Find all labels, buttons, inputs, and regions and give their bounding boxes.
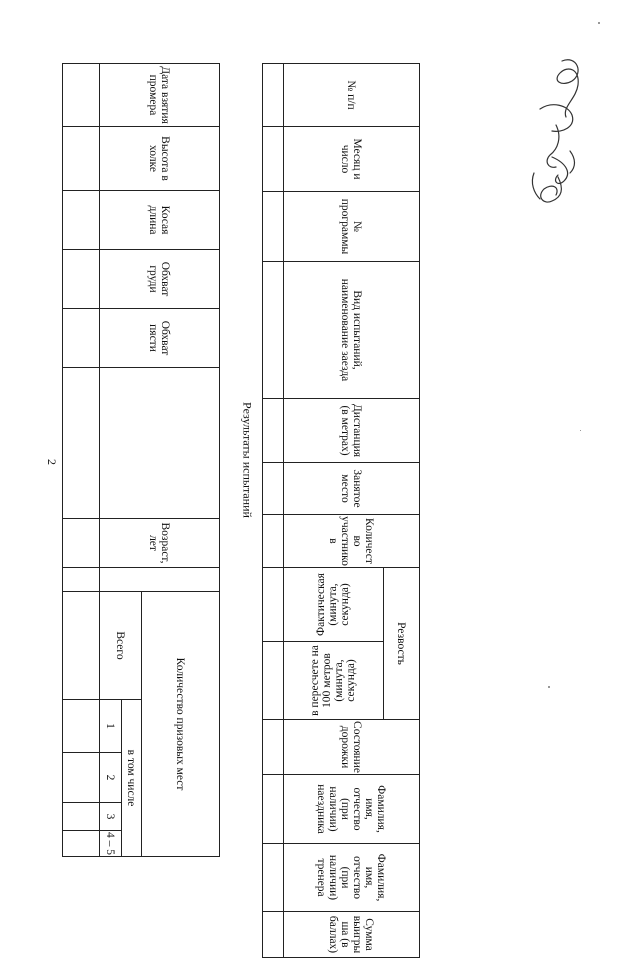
table-cell [263,720,284,775]
header-blank [100,368,220,519]
header-number: № п/п [284,64,420,127]
header-place-3: 3 [100,803,122,831]
header-oblique-length: Косая длина [100,191,220,250]
header-age: Возраст, лет [100,519,220,568]
header-place-2: 2 [100,753,122,803]
header-prize-places: Количество призовых мест [142,592,220,857]
header-month-day: Месяц и число [284,127,420,192]
handwritten-signature [522,55,602,205]
table-row [63,64,100,857]
header-driver: Фамилия, имя, отчество (при наличии) наездника [284,775,420,844]
table-cell [263,775,284,844]
table-cell [63,250,100,309]
table-cell [263,568,284,642]
header-place-4-5: 4 – 5 [100,831,122,857]
header-blank-2 [100,568,220,592]
header-height: Высота в холке [100,127,220,191]
table-cell [63,191,100,250]
results-table-wrapper [262,63,420,958]
header-place-1: 1 [100,700,122,753]
section-title: Результаты испытаний [240,402,255,518]
header-cannon-girth: Обхват пясти [100,309,220,368]
table-cell [63,831,100,857]
table-cell [63,127,100,191]
header-test-type: Вид испытаний, наименование заезда [284,262,420,399]
table-cell [263,912,284,958]
header-speed-actual: Фактическая (минута, секунда) [284,568,384,642]
table-cell [63,309,100,368]
table-cell [63,803,100,831]
header-track-condition: Состояние дорожки [284,720,420,775]
header-distance: Дистанция (в метрах) [284,399,420,463]
scan-speck [548,686,550,688]
table-cell [263,463,284,515]
header-date: Дата взятия промера [100,64,220,127]
header-place: Занятое место [284,463,420,515]
header-including: в том числе [122,700,142,857]
header-participants: Количество участников [284,515,420,568]
table-cell [63,368,100,519]
table-cell [63,700,100,753]
header-program: № программы [284,192,420,262]
table-cell [63,592,100,700]
table-cell [63,568,100,592]
header-trainer: Фамилия, имя, отчество (при наличии) тренера [284,844,420,912]
header-speed: Резвость [384,568,420,720]
table-cell [263,192,284,262]
header-total: Всего [100,592,142,700]
table-row [263,64,284,958]
table-cell [63,64,100,127]
table-cell [263,262,284,399]
measurements-table-wrapper [62,63,220,857]
table-cell [63,753,100,803]
scan-speck [580,430,581,431]
table-cell [263,515,284,568]
header-prize-sum: Сумма выигрыша (в баллах) [284,912,420,958]
header-speed-per-100m: в пересчете на 100 метров (минута, секунда) [284,642,384,720]
header-chest-girth: Обхват груди [100,250,220,309]
table-cell [263,64,284,127]
table-cell [263,127,284,192]
measurements-table [62,63,220,857]
results-table [262,63,420,958]
table-cell [63,519,100,568]
table-cell [263,844,284,912]
scan-speck [598,22,600,24]
table-cell [263,399,284,463]
page-number: 2 [45,459,59,465]
table-cell [263,642,284,720]
